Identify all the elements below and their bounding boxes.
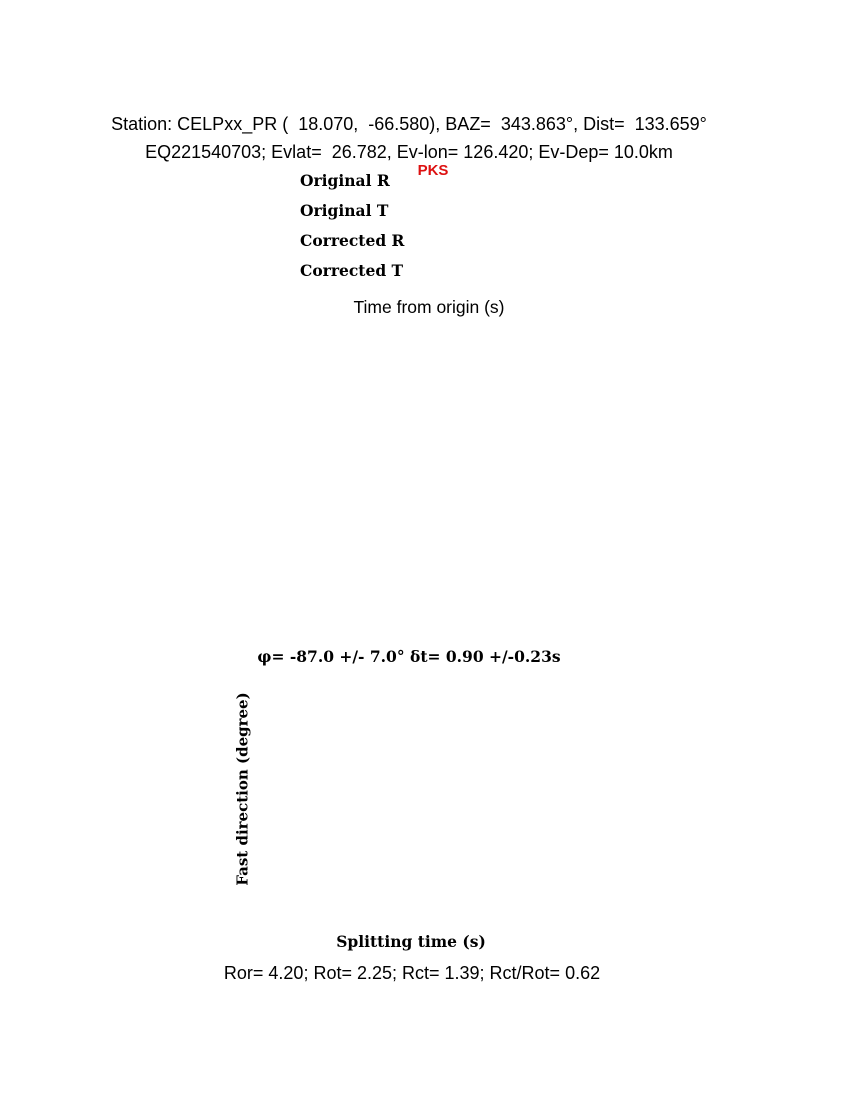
contour-title: φ= -87.0 +/- 7.0° δt= 0.90 +/-0.23s xyxy=(257,647,561,666)
phase-label: PKS xyxy=(417,162,449,179)
contour-ylabel: Fast direction (degree) xyxy=(233,692,252,886)
contour-xlabel: Splitting time (s) xyxy=(336,932,486,951)
trace-label-original-t: Original T xyxy=(300,201,389,220)
event-header-line: EQ221540703; Evlat= 26.782, Ev-lon= 126.420; Ev-Dep= 10.0km xyxy=(145,142,673,162)
trace-label-corrected-r: Corrected R xyxy=(300,231,405,250)
trace-label-corrected-t: Corrected T xyxy=(300,261,404,280)
result-summary: Ror= 4.20; Rot= 2.25; Rct= 1.39; Rct/Rot= 0.62 xyxy=(223,963,601,983)
time-axis-title: Time from origin (s) xyxy=(353,297,505,317)
station-header-line: Station: CELPxx_PR ( 18.070, -66.580), BAZ= 343.863°, Dist= 133.659° xyxy=(111,114,707,134)
trace-label-original-r: Original R xyxy=(300,171,390,190)
